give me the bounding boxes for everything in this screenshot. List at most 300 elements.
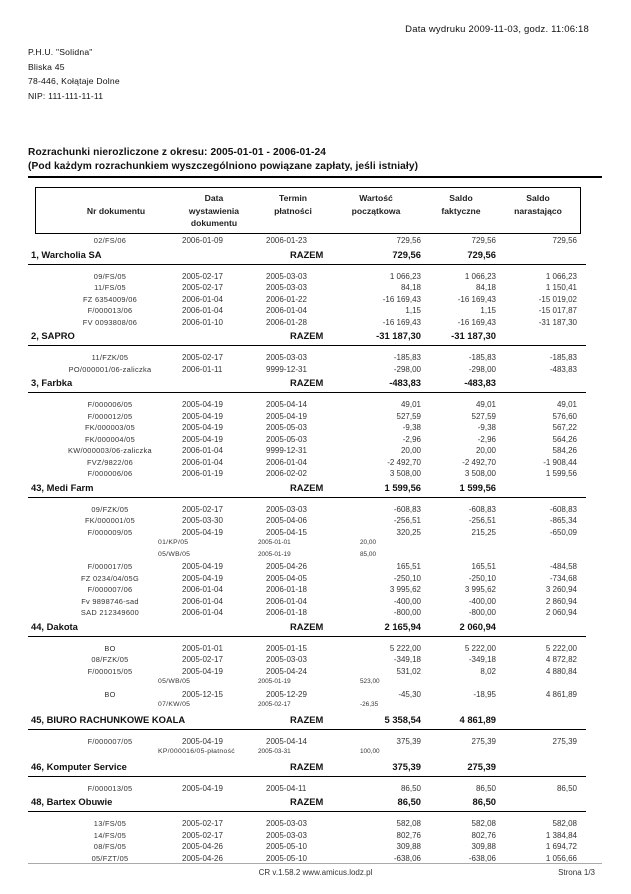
table-row (0, 458, 631, 470)
due-date: 2005-01-15 (266, 643, 307, 653)
payment-amount: 523,00 (360, 678, 380, 685)
table-row (0, 272, 631, 284)
actual-balance: -2,96 (477, 434, 496, 444)
doc-number: 09/FZK/05 (91, 504, 129, 514)
actual-balance: -16 169,43 (457, 294, 496, 304)
report-title-line1: Rozrachunki nierozliczone z okresu: 2005-01-01 - 2006-01-24 (28, 147, 327, 158)
doc-number: PO/000001/06-zaliczka (68, 364, 152, 374)
cumulative-balance: 1 694,72 (545, 842, 577, 851)
total-label: RAZEM (290, 481, 324, 493)
table-row (0, 667, 631, 679)
table-row (0, 842, 631, 854)
actual-balance: -608,83 (468, 504, 496, 514)
initial-value: -250,10 (393, 573, 421, 583)
doc-number: F/000013/05 (87, 783, 133, 793)
actual-balance: 84,18 (475, 283, 496, 292)
table-row (0, 435, 631, 447)
doc-number: F/000006/05 (87, 400, 133, 409)
due-date: 2005-03-03 (266, 283, 307, 292)
due-date: 2005-04-19 (266, 411, 307, 421)
issue-date: 2005-03-30 (182, 516, 223, 525)
page-number: Strona 1/3 (558, 868, 595, 877)
group-total-row (0, 620, 631, 634)
cumulative-balance: -483,83 (549, 364, 577, 374)
doc-number: F/000007/05 (87, 736, 133, 746)
actual-balance: 165,51 (471, 562, 496, 571)
doc-number: 13/FS/05 (93, 819, 127, 828)
issue-date: 2005-04-19 (182, 400, 223, 409)
total-label: RAZEM (290, 796, 324, 807)
table-row (0, 655, 631, 667)
actual-balance: 8,02 (480, 666, 496, 676)
total-initial-value: 375,39 (392, 760, 421, 772)
actual-balance: -638,06 (468, 853, 496, 863)
contractor-name: 46, Komputer Service (31, 760, 127, 772)
doc-number: FZ 6354009/06 (82, 294, 138, 304)
due-date: 2005-04-24 (266, 666, 307, 676)
due-date: 2005-03-03 (266, 504, 307, 514)
initial-value: -608,83 (393, 504, 421, 514)
cumulative-balance: -484,58 (549, 562, 577, 571)
total-actual-balance: 2 060,94 (459, 620, 496, 632)
cumulative-balance: -15 017,87 (538, 306, 577, 315)
due-date: 2005-04-14 (266, 736, 307, 746)
doc-number: F/000007/06 (87, 585, 133, 594)
payment-amount: -26,35 (360, 701, 379, 708)
issue-date: 2006-01-04 (182, 306, 223, 315)
total-initial-value: 1 599,56 (384, 481, 421, 493)
issue-date: 2005-04-19 (182, 666, 223, 676)
initial-value: 375,39 (396, 736, 421, 746)
total-actual-balance: -31 187,30 (451, 330, 496, 341)
due-date: 2005-04-14 (266, 400, 307, 409)
cumulative-balance: 86,50 (556, 783, 577, 793)
issue-date: 2006-01-11 (182, 364, 223, 374)
initial-value: -16 169,43 (382, 317, 421, 327)
due-date: 2005-03-03 (266, 830, 307, 840)
due-date: 2006-01-04 (266, 457, 307, 467)
group-total-row (0, 329, 631, 343)
group-divider (0, 390, 631, 400)
actual-balance: 527,59 (471, 411, 496, 421)
total-label: RAZEM (290, 330, 324, 341)
payment-amount: 85,00 (360, 550, 376, 558)
initial-value: 20,00 (400, 446, 421, 455)
cumulative-balance: 49,01 (556, 400, 577, 409)
doc-number: KW/000003/06-zaliczka (68, 446, 152, 455)
table-row (0, 469, 631, 481)
due-date: 2006-02-02 (266, 469, 307, 478)
doc-number: FK/000004/05 (84, 434, 136, 444)
actual-balance: -9,38 (477, 423, 496, 432)
initial-value: 3 508,00 (389, 469, 421, 478)
initial-value: -349,18 (393, 655, 421, 664)
doc-number: BO (104, 689, 116, 699)
doc-number: 08/FS/05 (93, 842, 127, 851)
table-row (0, 400, 631, 412)
issue-date: 2005-04-19 (182, 434, 223, 444)
contractor-name: 45, BIURO RACHUNKOWE KOALA (31, 713, 186, 725)
report-body (0, 236, 631, 865)
actual-balance: -185,83 (468, 353, 496, 362)
initial-value: 86,50 (400, 783, 421, 793)
issue-date: 2006-01-04 (182, 596, 223, 606)
payment-row (0, 539, 631, 551)
doc-number: FZ 0234/04/05G (80, 573, 140, 583)
initial-value: 5 222,00 (389, 643, 421, 653)
issue-date: 2006-01-04 (182, 294, 223, 304)
doc-number: 05/FZT/05 (91, 853, 129, 863)
issue-date: 2005-02-17 (182, 655, 223, 664)
group-divider (0, 774, 631, 784)
issue-date: 2006-01-09 (182, 236, 223, 245)
total-actual-balance: 86,50 (472, 796, 496, 807)
table-row (0, 737, 631, 749)
due-date: 2005-05-03 (266, 423, 307, 432)
doc-number: F/000017/05 (87, 562, 133, 571)
doc-number: 11/FZK/05 (91, 353, 129, 362)
payment-row (0, 701, 631, 713)
contractor-name: 48, Bartex Obuwie (31, 796, 113, 807)
due-date: 2005-05-10 (266, 853, 307, 863)
total-label: RAZEM (290, 248, 324, 260)
cumulative-balance: 582,08 (552, 819, 577, 828)
issue-date: 2005-02-17 (182, 830, 223, 840)
initial-value: 1,15 (405, 306, 421, 315)
doc-number: F/000015/05 (87, 666, 133, 676)
initial-value: -298,00 (393, 364, 421, 374)
group-divider (0, 809, 631, 819)
actual-balance: 1 066,23 (464, 271, 496, 281)
doc-number: FVZ/9822/06 (86, 457, 134, 467)
footer-divider (28, 863, 602, 864)
group-divider (0, 727, 631, 737)
actual-balance: 309,88 (471, 842, 496, 851)
cumulative-balance: 2 060,94 (545, 608, 577, 617)
report-title (28, 146, 418, 174)
issue-date: 2006-01-04 (182, 585, 223, 594)
due-date: 9999-12-31 (266, 364, 307, 374)
cumulative-balance: 1 056,66 (545, 853, 577, 863)
cumulative-balance: 1 066,23 (545, 271, 577, 281)
doc-number: FK/000001/05 (84, 516, 136, 525)
due-date: 9999-12-31 (266, 446, 307, 455)
doc-number: F/000012/05 (87, 411, 133, 421)
cumulative-balance: 5 222,00 (545, 643, 577, 653)
actual-balance: 582,08 (471, 819, 496, 828)
payment-date: 2005-01-01 (258, 539, 291, 546)
initial-value: -400,00 (393, 596, 421, 606)
due-date: 2005-04-06 (266, 516, 307, 525)
doc-number: FK/000003/05 (84, 423, 136, 432)
due-date: 2005-04-26 (266, 562, 307, 571)
group-total-row (0, 248, 631, 262)
cumulative-balance: -734,68 (549, 573, 577, 583)
payment-date: 2005-03-31 (258, 748, 291, 755)
actual-balance: 275,39 (471, 736, 496, 746)
issue-date: 2006-01-04 (182, 608, 223, 617)
cumulative-balance: -1 908,44 (543, 457, 577, 467)
issue-date: 2006-01-19 (182, 469, 223, 478)
doc-number: 14/FS/05 (93, 830, 127, 840)
contractor-name: 2, SAPRO (31, 330, 75, 341)
payment-date: 2005-02-17 (258, 701, 291, 708)
doc-number: BO (104, 643, 116, 653)
cumulative-balance: -31 187,30 (538, 317, 577, 327)
total-label: RAZEM (290, 713, 324, 725)
table-row (0, 597, 631, 609)
due-date: 2006-01-23 (266, 236, 307, 245)
actual-balance: 20,00 (475, 446, 496, 455)
cumulative-balance: 4 872,82 (545, 655, 577, 664)
report-title-line2: (Pod każdym rozrachunkiem wyszczególniono powiązane zapłaty, jeśli istniały) (28, 161, 419, 172)
total-actual-balance: 1 599,56 (459, 481, 496, 493)
cumulative-balance: 729,56 (552, 236, 577, 245)
company-city: 78-446, Kołątaje Dolne (28, 76, 120, 86)
payment-doc-number: KP/000016/05-płatność (158, 748, 235, 755)
table-row (0, 574, 631, 586)
col-header-doc: Nr dokumentu (86, 206, 146, 216)
due-date: 2006-01-04 (266, 306, 307, 315)
issue-date: 2005-04-19 (182, 736, 223, 746)
doc-number: 02/FS/06 (93, 236, 127, 245)
payment-doc-number: 05/WB/05 (158, 678, 191, 685)
table-header (35, 187, 581, 234)
issue-date: 2005-04-19 (182, 783, 223, 793)
table-row (0, 528, 631, 540)
initial-value: -2 492,70 (387, 457, 421, 467)
actual-balance: -16 169,43 (457, 317, 496, 327)
payment-row (0, 748, 631, 760)
group-divider (0, 343, 631, 353)
issue-date: 2005-04-19 (182, 527, 223, 537)
company-nip: NIP: 111-111-11-11 (28, 90, 104, 101)
total-actual-balance: 4 861,89 (459, 713, 496, 725)
actual-balance: 49,01 (475, 400, 496, 409)
due-date: 2005-04-15 (266, 527, 307, 537)
print-date: Data wydruku 2009-11-03, godz. 11:06:18 (405, 24, 589, 35)
group-total-row (0, 713, 631, 727)
initial-value: 309,88 (396, 842, 421, 851)
table-row (0, 365, 631, 377)
initial-value: 84,18 (400, 283, 421, 292)
group-divider (0, 262, 631, 272)
table-row (0, 283, 631, 295)
issue-date: 2005-02-17 (182, 283, 223, 292)
actual-balance: -800,00 (468, 608, 496, 617)
issue-date: 2006-01-04 (182, 457, 223, 467)
cumulative-balance: 1 599,56 (545, 469, 577, 478)
table-row (0, 690, 631, 702)
table-row (0, 608, 631, 620)
title-divider (28, 176, 602, 178)
table-row (0, 585, 631, 597)
cumulative-balance: 275,39 (552, 736, 577, 746)
doc-number: 08/FZK/05 (91, 655, 129, 664)
actual-balance: -256,51 (468, 516, 496, 525)
due-date: 2005-03-03 (266, 819, 307, 828)
doc-number: F/000009/05 (87, 527, 133, 537)
col-header-date: Data wystawienia dokumentu (188, 193, 240, 228)
doc-number: FV 0093808/06 (82, 317, 138, 327)
company-street: Bliska 45 (28, 61, 65, 72)
payment-doc-number: 05/WB/05 (158, 550, 191, 558)
initial-value: 531,02 (396, 666, 421, 676)
issue-date: 2005-02-17 (182, 271, 223, 281)
issue-date: 2005-04-19 (182, 562, 223, 571)
table-row (0, 423, 631, 435)
issue-date: 2005-02-17 (182, 353, 223, 362)
due-date: 2005-03-03 (266, 353, 307, 362)
due-date: 2006-01-22 (266, 294, 307, 304)
initial-value: -45,30 (398, 689, 421, 699)
actual-balance: 5 222,00 (464, 643, 496, 653)
issue-date: 2005-04-26 (182, 842, 223, 851)
actual-balance: 86,50 (475, 783, 496, 793)
actual-balance: -349,18 (468, 655, 496, 664)
initial-value: -638,06 (393, 853, 421, 863)
issue-date: 2005-04-26 (182, 853, 223, 863)
initial-value: -185,83 (393, 353, 421, 362)
actual-balance: 3 995,62 (464, 585, 496, 594)
total-initial-value: -31 187,30 (376, 330, 421, 341)
payment-row (0, 551, 631, 563)
cumulative-balance: 1 150,41 (545, 283, 577, 292)
cumulative-balance: -650,09 (549, 527, 577, 537)
group-divider (0, 634, 631, 644)
group-total-row (0, 795, 631, 809)
due-date: 2006-01-18 (266, 608, 307, 617)
actual-balance: 1,15 (480, 306, 496, 315)
issue-date: 2005-04-19 (182, 411, 223, 421)
footer-version: CR v.1.58.2 www.amicus.lodz.pl (258, 868, 373, 877)
issue-date: 2005-02-17 (182, 504, 223, 514)
table-row (0, 819, 631, 831)
actual-balance: -298,00 (468, 364, 496, 374)
actual-balance: -250,10 (468, 573, 496, 583)
table-row (0, 505, 631, 517)
col-header-value: Wartość początkowa (351, 193, 401, 216)
contractor-name: 1, Warcholia SA (31, 248, 102, 260)
contractor-name: 3, Farbka (31, 377, 73, 388)
issue-date: 2005-02-17 (182, 819, 223, 828)
cumulative-balance: 4 880,84 (545, 666, 577, 676)
doc-number: 11/FS/05 (94, 283, 126, 292)
table-row (0, 446, 631, 458)
actual-balance: 729,56 (471, 236, 496, 245)
actual-balance: -2 492,70 (462, 457, 496, 467)
table-row (0, 353, 631, 365)
table-row (0, 295, 631, 307)
due-date: 2006-01-04 (266, 596, 307, 606)
payment-date: 2005-01-19 (258, 678, 291, 685)
doc-number: F/000006/06 (87, 469, 133, 478)
total-initial-value: 86,50 (397, 796, 421, 807)
cumulative-balance: -608,83 (549, 504, 577, 514)
issue-date: 2005-01-01 (182, 643, 223, 653)
table-row (0, 318, 631, 330)
initial-value: -800,00 (393, 608, 421, 617)
actual-balance: -400,00 (468, 596, 496, 606)
total-actual-balance: 729,56 (467, 248, 496, 260)
payment-doc-number: 01/KP/05 (158, 539, 189, 546)
initial-value: -9,38 (402, 423, 421, 432)
table-row (0, 516, 631, 528)
initial-value: 165,51 (396, 562, 421, 571)
initial-value: 1 066,23 (389, 271, 421, 281)
initial-value: 729,56 (396, 236, 421, 245)
cumulative-balance: 1 384,84 (545, 830, 577, 840)
group-total-row (0, 376, 631, 390)
table-row (0, 306, 631, 318)
initial-value: 582,08 (396, 819, 421, 828)
issue-date: 2005-12-15 (182, 689, 223, 699)
col-header-due: Termin płatności (274, 193, 312, 216)
initial-value: -2,96 (402, 434, 421, 444)
actual-balance: -18,95 (473, 689, 496, 699)
cumulative-balance: 3 260,94 (545, 585, 577, 594)
company-info (28, 45, 120, 103)
cumulative-balance: -185,83 (549, 353, 577, 362)
contractor-name: 44, Dakota (31, 620, 78, 632)
col-header-cumulative: Saldo narastająco (514, 193, 562, 216)
issue-date: 2006-01-04 (182, 446, 223, 455)
total-initial-value: -483,83 (389, 377, 421, 388)
payment-row (0, 678, 631, 690)
doc-number: 09/FS/05 (93, 271, 127, 281)
cumulative-balance: 567,22 (552, 423, 577, 432)
issue-date: 2005-04-19 (182, 573, 223, 583)
initial-value: 527,59 (396, 411, 421, 421)
cumulative-balance: -15 019,02 (538, 294, 577, 304)
due-date: 2005-03-03 (266, 271, 307, 281)
doc-number: Fv 9898746-sad (81, 596, 139, 606)
total-initial-value: 2 165,94 (384, 620, 421, 632)
cumulative-balance: -865,34 (549, 516, 577, 525)
total-actual-balance: 275,39 (467, 760, 496, 772)
total-label: RAZEM (290, 760, 324, 772)
cumulative-balance: 584,26 (552, 446, 577, 455)
doc-number: SAD 212349600 (80, 608, 140, 617)
cumulative-balance: 564,26 (552, 434, 577, 444)
cumulative-balance: 576,60 (552, 411, 577, 421)
actual-balance: 802,76 (471, 830, 496, 840)
due-date: 2005-03-03 (266, 655, 307, 664)
initial-value: 49,01 (400, 400, 421, 409)
due-date: 2005-05-03 (266, 434, 307, 444)
cumulative-balance: 2 860,94 (545, 596, 577, 606)
payment-date: 2005-01-19 (258, 550, 291, 558)
cumulative-balance: 4 861,89 (545, 689, 577, 699)
due-date: 2006-01-28 (266, 317, 307, 327)
table-row (0, 236, 631, 248)
initial-value: 3 995,62 (389, 585, 421, 594)
table-row (0, 784, 631, 796)
total-initial-value: 729,56 (392, 248, 421, 260)
total-label: RAZEM (290, 377, 324, 388)
total-label: RAZEM (290, 620, 324, 632)
initial-value: 320,25 (396, 527, 421, 537)
table-row (0, 412, 631, 424)
contractor-name: 43, Medi Farm (31, 481, 94, 493)
due-date: 2006-01-18 (266, 585, 307, 594)
due-date: 2005-05-10 (266, 842, 307, 851)
table-row (0, 831, 631, 843)
payment-amount: 20,00 (360, 539, 376, 546)
group-total-row (0, 481, 631, 495)
issue-date: 2005-04-19 (182, 423, 223, 432)
doc-number: F/000013/06 (87, 306, 133, 315)
